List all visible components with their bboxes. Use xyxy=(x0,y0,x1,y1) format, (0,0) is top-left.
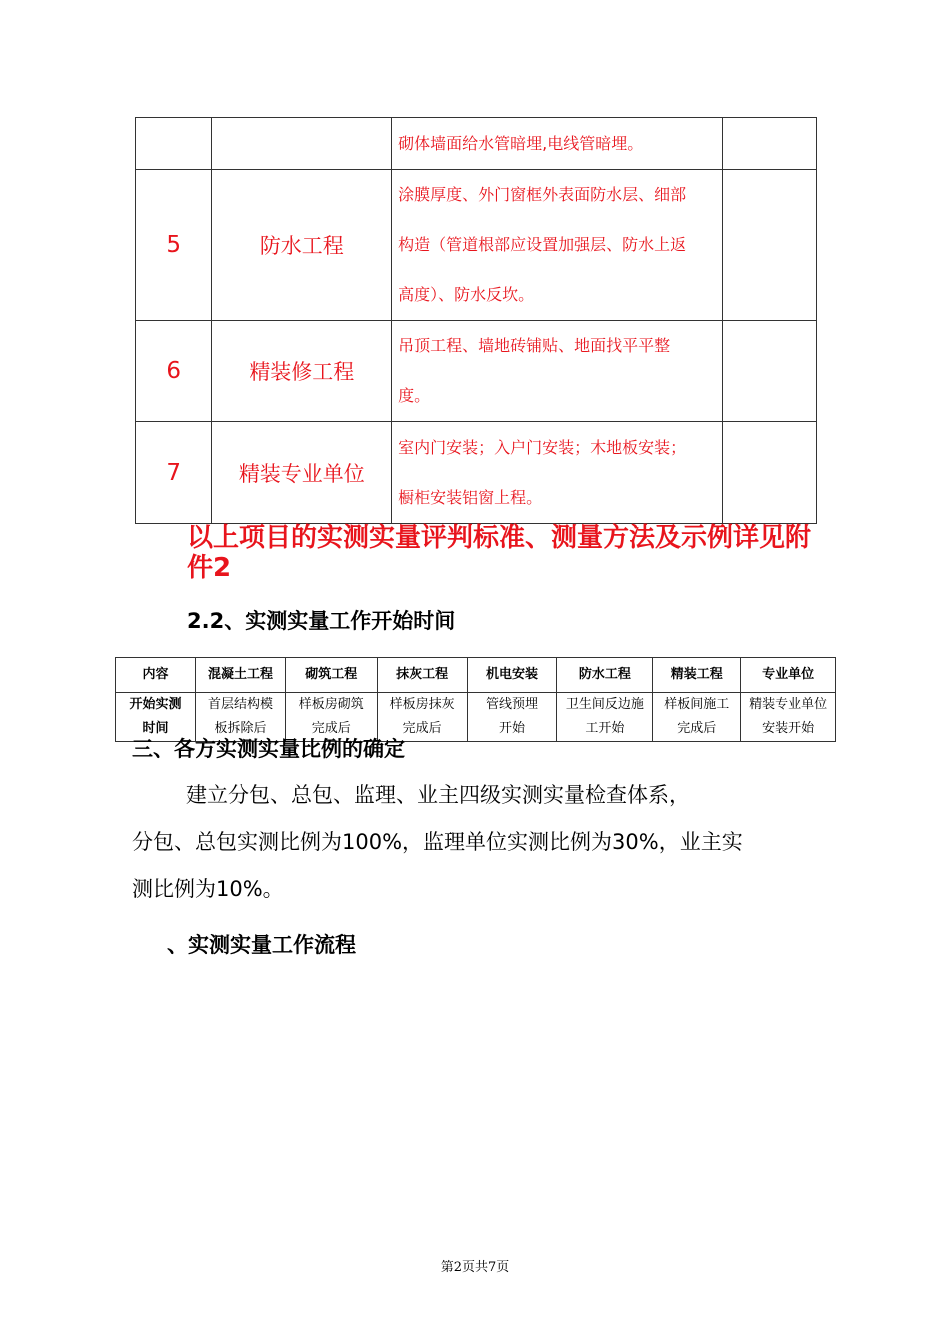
row-label-line: 开始实测 xyxy=(129,697,182,712)
item-description xyxy=(392,422,723,524)
paragraph-line: 分包、总包实测比例为100%，监理单位实测比例为30%，业主实 xyxy=(132,830,743,854)
schedule-header-row xyxy=(116,658,836,693)
item-description xyxy=(392,118,723,170)
schedule-header-cell: 抹灰工程 xyxy=(377,658,467,693)
section-4-heading: 、实测实量工作流程 xyxy=(167,933,356,957)
item-number: 5 xyxy=(136,170,212,321)
description-line: 度。 xyxy=(398,386,431,405)
item-number: 7 xyxy=(136,422,212,524)
item-description xyxy=(392,170,723,321)
cell-line: 完成后 xyxy=(402,721,442,736)
item-number: 6 xyxy=(136,321,212,422)
description-line: 室内门安装；入户门安装；木地板安装； xyxy=(398,437,687,457)
description-line: 构造（管道根部应设置加强层、防水上返 xyxy=(398,235,687,254)
cell-line: 样板间施工 xyxy=(664,697,730,712)
start-time-table xyxy=(115,657,836,742)
cell-line: 首层结构模 xyxy=(207,697,273,712)
description-line: 涂膜厚度、外门窗框外表面防水层、细部 xyxy=(398,185,687,204)
description-line: 砌体墙面给水管暗埋,电线管暗埋。 xyxy=(398,133,644,153)
cell-line: 板拆除后 xyxy=(214,721,267,736)
schedule-header-cell: 内容 xyxy=(116,658,196,693)
cell-line: 管线预埋 xyxy=(486,697,539,712)
item-description xyxy=(392,321,723,422)
annex-note: 以上项目的实测实量评判标准、测量方法及示例详见附件2 xyxy=(187,523,812,583)
table-row xyxy=(136,118,817,170)
remarks-cell xyxy=(722,422,816,524)
table-row xyxy=(136,422,817,524)
cell-line: 安装开始 xyxy=(762,721,815,736)
remarks-cell xyxy=(722,321,816,422)
table-row xyxy=(136,170,817,321)
cell-line: 工开始 xyxy=(585,721,625,736)
cell-line: 样板房砌筑 xyxy=(298,697,364,712)
cell-line: 完成后 xyxy=(311,721,351,736)
schedule-header-cell: 防水工程 xyxy=(557,658,653,693)
schedule-cell xyxy=(467,693,557,742)
schedule-header-cell: 砌筑工程 xyxy=(285,658,377,693)
remarks-cell xyxy=(722,118,816,170)
cell-line: 精装专业单位 xyxy=(749,697,828,712)
item-number xyxy=(136,118,212,170)
schedule-header-cell: 精装工程 xyxy=(653,658,741,693)
cell-line: 开始 xyxy=(499,721,526,736)
description-line: 吊顶工程、墙地砖铺贴、地面找平平整 xyxy=(398,336,671,355)
section-3-heading: 三、各方实测实量比例的确定 xyxy=(132,737,405,761)
cell-line: 完成后 xyxy=(677,721,717,736)
row-label-line: 时间 xyxy=(142,721,169,736)
table-row xyxy=(136,321,817,422)
cell-line: 卫生间反边施 xyxy=(565,697,644,712)
item-name: 防水工程 xyxy=(212,170,392,321)
schedule-header-cell: 混凝土工程 xyxy=(196,658,286,693)
description-line: 高度）、防水反坎。 xyxy=(398,285,535,304)
schedule-cell xyxy=(741,693,836,742)
section-2-2-heading: 2.2、实测实量工作开始时间 xyxy=(187,609,456,633)
inspection-items-table xyxy=(135,117,817,524)
item-name xyxy=(212,118,392,170)
item-name: 精装修工程 xyxy=(212,321,392,422)
page-footer: 第2页共7页 xyxy=(440,1260,510,1275)
cell-line: 样板房抹灰 xyxy=(389,697,455,712)
paragraph-line: 测比例为10%。 xyxy=(132,877,284,901)
schedule-header-cell: 专业单位 xyxy=(741,658,836,693)
item-name: 精装专业单位 xyxy=(212,422,392,524)
schedule-cell xyxy=(557,693,653,742)
ratio-paragraph xyxy=(132,772,822,913)
remarks-cell xyxy=(722,170,816,321)
description-line: 橱柜安装铝窗上程。 xyxy=(398,487,543,507)
schedule-header-cell: 机电安装 xyxy=(467,658,557,693)
paragraph-line: 建立分包、总包、监理、业主四级实测实量检查体系， xyxy=(186,783,690,807)
schedule-cell xyxy=(653,693,741,742)
